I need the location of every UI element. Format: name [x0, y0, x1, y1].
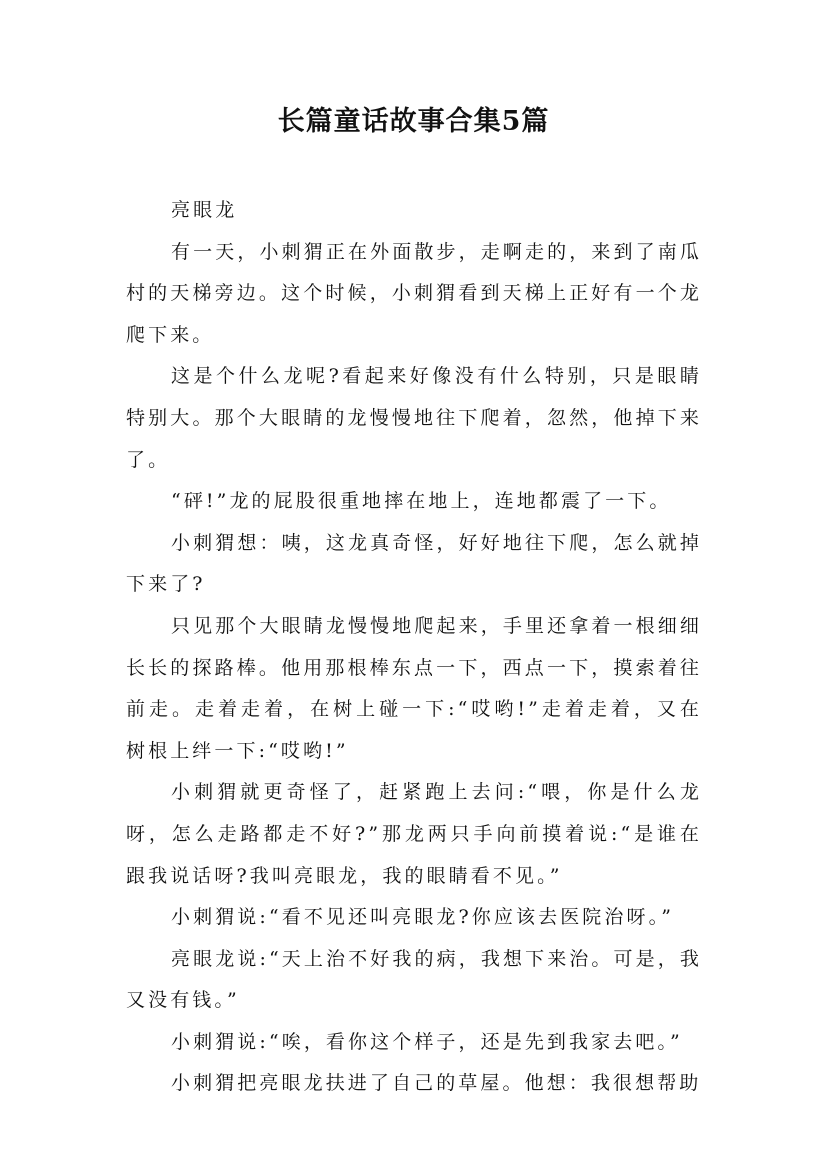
- paragraph: 小刺猬说:“看不见还叫亮眼龙?你应该去医院治呀。”: [171, 906, 675, 929]
- paragraph-heading: 亮眼龙: [171, 199, 238, 221]
- paragraph: 小刺猬就更奇怪了，赶紧跑上去问:“喂，你是什么龙呀，怎么走路都走不好?”那龙两只手向前摸着说:“是谁在跟我说话呀?我叫亮眼龙，我的眼睛看不见。”: [126, 781, 702, 887]
- document-body: [126, 190, 702, 1105]
- paragraph: 有一天，小刺猬正在外面散步，走啊走的，来到了南瓜村的天梯旁边。这个时候，小刺猬看到天梯上正好有一个龙爬下来。: [126, 240, 702, 346]
- paragraph: 小刺猬把亮眼龙扶进了自己的草屋。他想：我很想帮助: [171, 1072, 702, 1095]
- paragraph: 这是个什么龙呢?看起来好像没有什么特别，只是眼睛特别大。那个大眼睛的龙慢慢地往下爬着，忽然，他掉下来了。: [126, 365, 702, 471]
- paragraph: 小刺猬想：咦，这龙真奇怪，好好地往下爬，怎么就掉下来了?: [126, 531, 702, 596]
- paragraph: 亮眼龙说:“天上治不好我的病，我想下来治。可是，我又没有钱。”: [126, 947, 702, 1012]
- paragraph: “砰!”龙的屁股很重地摔在地上，连地都震了一下。: [171, 490, 672, 513]
- document-title: 长篇童话故事合集5篇: [277, 106, 550, 137]
- paragraph: 只见那个大眼睛龙慢慢地爬起来，手里还拿着一根细细长长的探路棒。他用那根棒东点一下，西点一下，摸索着往前走。走着走着，在树上碰一下:“哎哟!”走着走着，又在树根上绊一下:“哎哟!”: [126, 614, 702, 762]
- paragraph: 小刺猬说:“唉，看你这个样子，还是先到我家去吧。”: [171, 1030, 683, 1053]
